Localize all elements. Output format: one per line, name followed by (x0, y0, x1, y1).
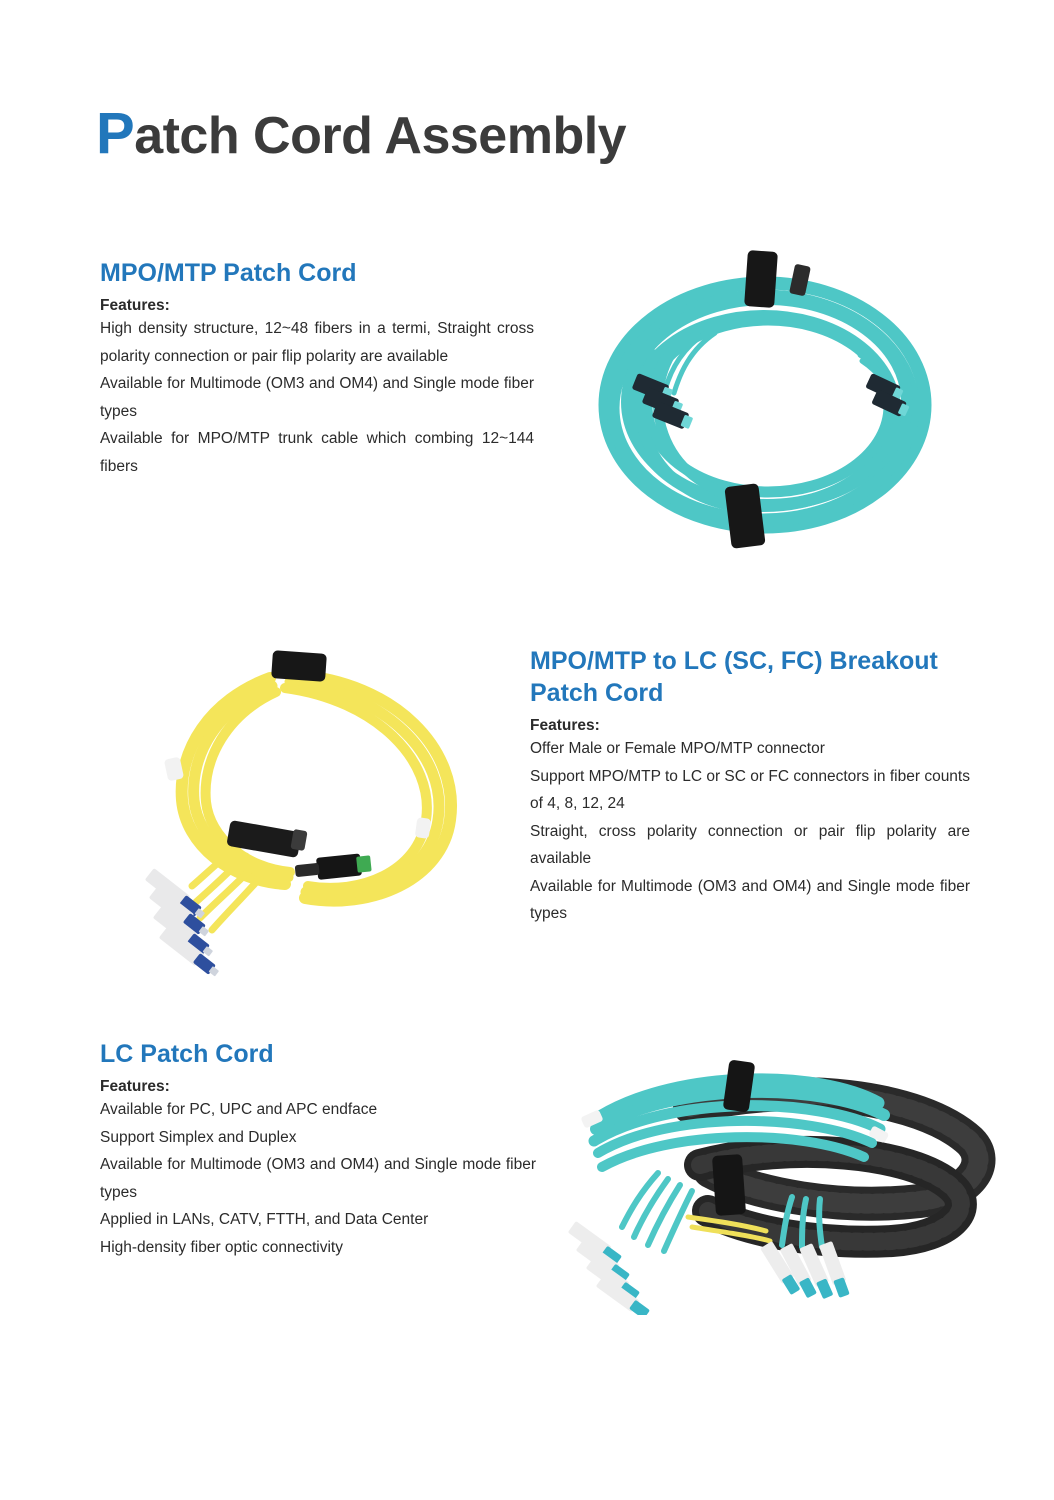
feature-item: Available for Multimode (OM3 and OM4) and Single mode fiber types (100, 1156, 536, 1201)
feature-item: Offer Male or Female MPO/MTP connector (530, 740, 825, 757)
features-label: Features: (100, 1078, 170, 1095)
section-mpo-mtp-patch-cord (100, 257, 534, 480)
feature-item: High-density fiber optic connectivity (100, 1238, 343, 1256)
page-title (96, 100, 626, 167)
lc-connector-cluster-left (568, 1221, 651, 1315)
features-label: Features: (100, 297, 170, 314)
lc-patch-cord-image (540, 1045, 1000, 1315)
features-label: Features: (530, 717, 600, 734)
feature-item: Available for MPO/MTP trunk cable which combing 12~144 fibers (100, 430, 534, 475)
feature-item: Available for Multimode (OM3 and OM4) and Single mode fiber types (530, 877, 970, 923)
cable-strap (271, 650, 327, 682)
feature-item: Available for Multimode (OM3 and OM4) and Single mode fiber types (100, 375, 534, 420)
section-heading: MPO/MTP Patch Cord (100, 259, 357, 287)
page-title-initial: P (96, 101, 135, 166)
mpo-mtp-to-lc-breakout-image (120, 630, 520, 990)
page-title-rest: atch Cord Assembly (134, 107, 627, 165)
section-heading: LC Patch Cord (100, 1040, 274, 1068)
mpo-mtp-patch-cord-image (560, 245, 980, 575)
feature-item: Applied in LANs, CATV, FTTH, and Data Center (100, 1211, 429, 1229)
section-mpo-mtp-to-lc-breakout-patch-cord (530, 645, 970, 928)
section-lc-patch-cord (100, 1038, 536, 1261)
mpo-mtp-cable-illustration (560, 245, 980, 575)
feature-item: Straight, cross polarity connection or pair flip polarity are available (530, 822, 970, 868)
mpo-apc-connector (294, 852, 372, 882)
section-heading: MPO/MTP to LC (SC, FC) Breakout Patch Cord (530, 647, 938, 707)
feature-item: Support Simplex and Duplex (100, 1128, 297, 1146)
lc-trunk-cable-illustration (540, 1045, 1000, 1315)
feature-item: Available for PC, UPC and APC endface (100, 1101, 378, 1118)
feature-item: Support MPO/MTP to LC or SC or FC connectors in fiber counts of 4, 8, 12, 24 (530, 767, 970, 813)
feature-item: High density structure, 12~48 fibers in a termi, Straight cross polarity connection or pair flip polarity are available (100, 320, 534, 365)
breakout-cable-illustration (120, 630, 520, 990)
